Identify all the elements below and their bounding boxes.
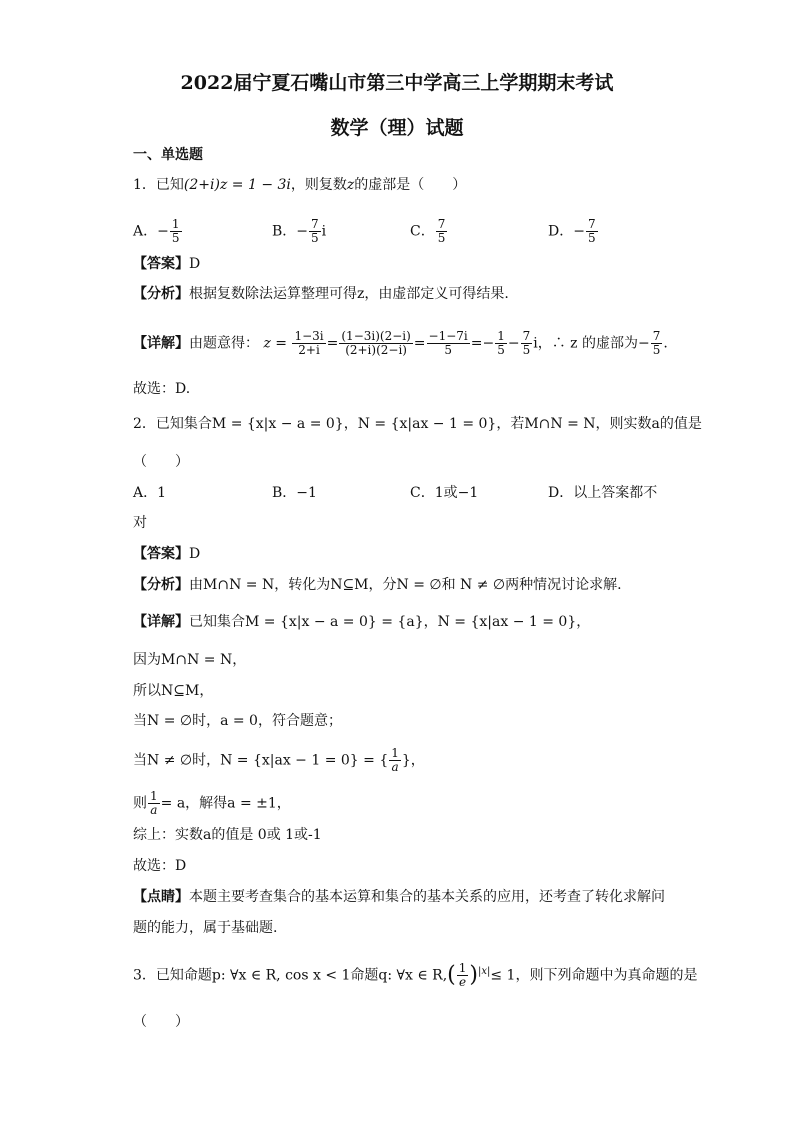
q1-option-c: C． $\frac{7}{5}$ <box>410 217 446 245</box>
q1-option-b: B．− $\frac{7}{5}$ i <box>272 217 327 245</box>
q2-option-d: D．以上答案都不 <box>548 485 658 501</box>
q3-stem: 3．已知命题p: ∀x ∈ R, cos x < 1命题q: ∀x ∈ R,( $\frac{1}{e}$ )$^{|x|}$≤ 1，则下列命题中为真命题的是 <box>133 961 698 990</box>
q2-paren: （ ） <box>133 454 189 470</box>
q1-option-a: A．− $\frac{1}{5}$ <box>133 217 180 245</box>
q2-detail-1: 【详解】已知集合M = {x|x − a = 0} = {a}，N = {x|ax − 1 = 0}， <box>133 614 591 630</box>
q1-detail: 【详解】由题意得： z = $\frac{1-3i}{2+i}$ = $\frac{(1-3i)(2-i)}{(2+i)(2-i)}$ = $\frac{-1-7i}{5}$ =− $\frac{1}{5}$ − $\frac{7}{5}$ i，∴ z 的虚部为− $\frac{7}{5}$ . <box>133 329 668 357</box>
q1-answer: 【答案】D <box>133 256 201 272</box>
section-heading: 一、单选题 <box>133 147 203 163</box>
q1-conclusion: 故选：D. <box>133 381 191 397</box>
doc-title: 2022届宁夏石嘴山市第三中学高三上学期期末考试 <box>180 72 614 94</box>
q2-option-a: A．1 <box>133 485 167 501</box>
q2-comment-1: 【点睛】本题主要考查集合的基本运算和集合的基本关系的应用，还考查了转化求解问 <box>133 889 665 905</box>
q3-paren: （ ） <box>133 1014 189 1030</box>
q2-detail-4: 当N = ∅时，a = 0，符合题意； <box>133 713 342 729</box>
q2-option-d-continued: 对 <box>133 515 147 531</box>
q2-analysis: 【分析】由M∩N = N，转化为N⊆M，分N = ∅和 N ≠ ∅两种情况讨论求解. <box>133 577 622 593</box>
q2-detail-5: 当N ≠ ∅时，N = {x|ax − 1 = 0} = { $\frac{1}{a}$ }， <box>133 746 425 774</box>
doc-subtitle: 数学（理）试题 <box>330 117 464 139</box>
q2-detail-6: 则 $\frac{1}{a}$ = a，解得a = ±1， <box>133 789 291 817</box>
q2-comment-2: 题的能力，属于基础题. <box>133 920 278 936</box>
q2-answer: 【答案】D <box>133 546 201 562</box>
q2-option-c: C．1或−1 <box>410 485 479 501</box>
q1-stem: 1．已知(2+i)z = 1 − 3i，则复数z的虚部是（ ） <box>133 177 467 193</box>
q1-analysis: 【分析】根据复数除法运算整理可得z，由虚部定义可得结果. <box>133 286 509 302</box>
q2-conclusion: 故选：D <box>133 858 187 874</box>
q2-option-b: B．−1 <box>272 485 317 501</box>
q2-detail-3: 所以N⊆M， <box>133 683 214 699</box>
q2-detail-2: 因为M∩N = N， <box>133 652 247 668</box>
q1-option-d: D．− $\frac{7}{5}$ <box>548 217 596 245</box>
q2-detail-7: 综上：实数a的值是 0或 1或-1 <box>133 827 322 843</box>
q2-stem: 2．已知集合M = {x|x − a = 0}，N = {x|ax − 1 = 0}，若M∩N = N，则实数a的值是 <box>133 416 702 432</box>
